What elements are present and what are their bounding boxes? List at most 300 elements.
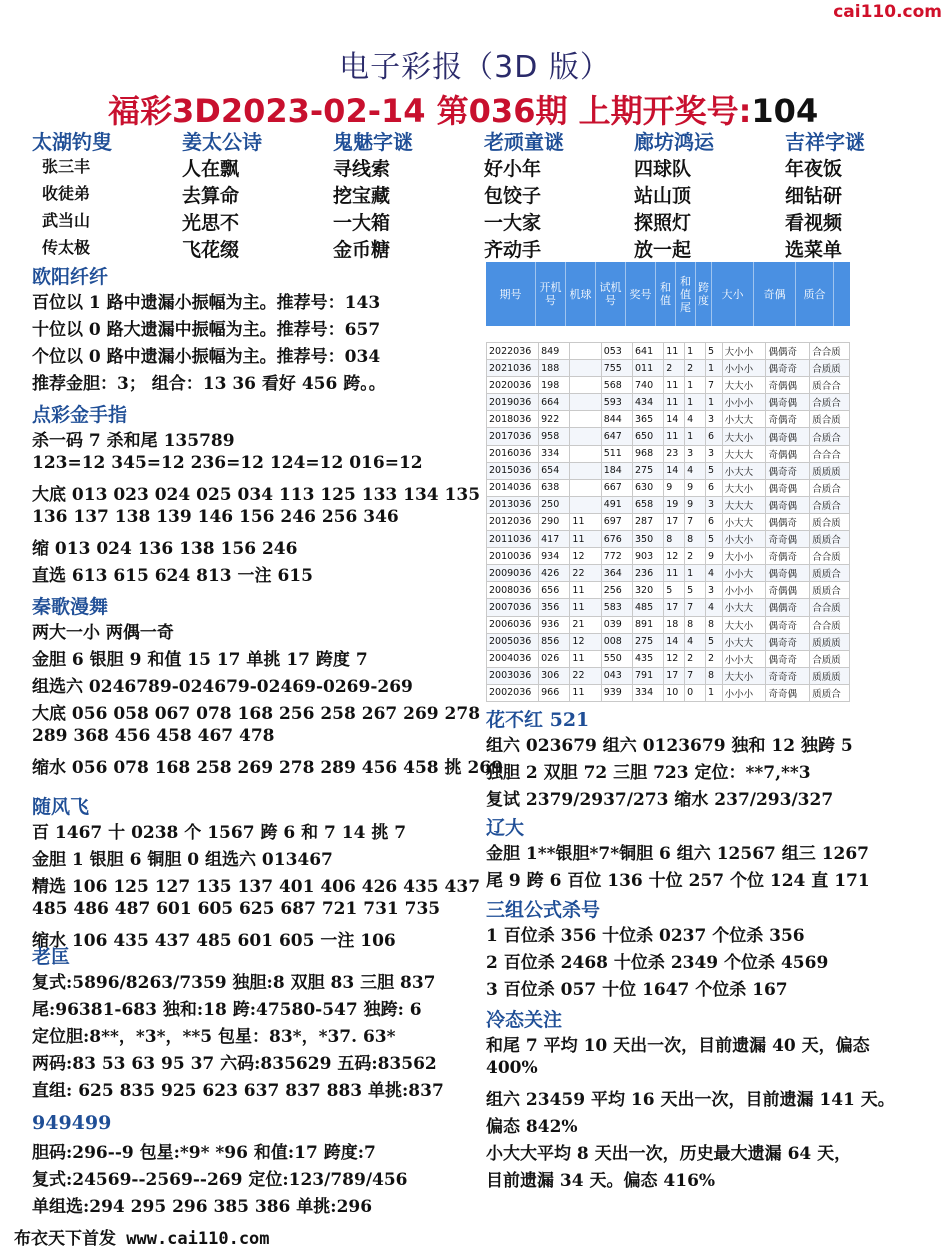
puzzle-title: 廊坊鸿运 (634, 130, 714, 154)
table-cell: 9 (685, 479, 706, 496)
section-line: 复式:24569--2569--269 定位:123/789/456 (32, 1170, 408, 1190)
table-cell: 3 (705, 496, 722, 513)
left-section (32, 262, 386, 396)
table-cell: 偶奇奇 (766, 462, 810, 479)
table-row (487, 513, 850, 530)
table-row (487, 394, 850, 411)
puzzle-title: 姜太公诗 (182, 130, 262, 154)
table-cell: 8 (664, 531, 685, 548)
section-line: 个位以 0 路中遗漏小振幅为主。推荐号：034 (32, 347, 381, 367)
table-cell: 198 (539, 377, 570, 394)
table-cell: 3 (705, 411, 722, 428)
table-cell: 287 (632, 513, 663, 530)
section-line: 直组: 625 835 925 623 637 837 883 单挑:837 (32, 1081, 444, 1101)
table-cell (570, 394, 601, 411)
table-cell: 334 (632, 684, 663, 701)
puzzle-clue: 挖宝藏 (333, 185, 391, 207)
table-cell: 小大大 (722, 411, 766, 428)
table-cell: 6 (705, 428, 722, 445)
table-cell: 大大小 (722, 667, 766, 684)
table-cell: 合质质 (810, 650, 850, 667)
table-cell: 350 (632, 531, 663, 548)
table-cell: 奇奇偶 (766, 531, 810, 548)
table-cell: 11 (664, 428, 685, 445)
table-cell: 1 (685, 394, 706, 411)
puzzle-clue: 传太极 (42, 238, 91, 257)
puzzle-clue: 寻线索 (333, 158, 391, 180)
table-cell (570, 411, 601, 428)
table-cell: 9 (664, 479, 685, 496)
section-line: 尾 9 跨 6 百位 136 十位 257 个位 124 直 171 (486, 871, 870, 891)
section-title: 辽大 (486, 817, 525, 839)
table-cell: 1 (685, 428, 706, 445)
table-cell: 大小小 (722, 548, 766, 565)
table-header-cell: 试机号 (596, 262, 626, 326)
table-cell: 365 (632, 411, 663, 428)
table-cell: 4 (705, 599, 722, 616)
table-cell: 偶偶奇 (766, 599, 810, 616)
table-cell: 合质合 (810, 479, 850, 496)
table-cell: 5 (685, 582, 706, 599)
right-section (486, 1005, 895, 1193)
table-row (487, 565, 850, 582)
table-cell: 306 (539, 667, 570, 684)
table-cell: 合质合 (810, 394, 850, 411)
section-line: 400% (486, 1058, 538, 1078)
table-row (487, 445, 850, 462)
table-cell (570, 428, 601, 445)
table-cell: 大小小 (722, 343, 766, 360)
table-cell: 大大小 (722, 616, 766, 633)
table-row (487, 633, 850, 650)
table-cell: 6 (705, 479, 722, 496)
table-cell: 8 (685, 616, 706, 633)
section-line: 289 368 456 458 467 478 (32, 726, 275, 746)
table-row (487, 496, 850, 513)
table-cell: 4 (705, 565, 722, 582)
table-cell: 968 (632, 445, 663, 462)
table-cell: 21 (570, 616, 601, 633)
section-title: 欧阳纤纤 (32, 266, 109, 288)
table-row (487, 411, 850, 428)
table-cell: 039 (601, 616, 632, 633)
table-header-cell: 开机号 (536, 262, 566, 326)
table-cell: 939 (601, 684, 632, 701)
table-cell: 667 (601, 479, 632, 496)
table-cell: 2009036 (487, 565, 539, 582)
table-row (487, 684, 850, 701)
table-cell: 大大小 (722, 428, 766, 445)
table-cell: 5 (664, 582, 685, 599)
puzzle-clue: 一大箱 (333, 212, 391, 234)
right-section (486, 895, 828, 1002)
table-cell: 2 (685, 360, 706, 377)
table-cell: 650 (632, 428, 663, 445)
table-cell: 511 (601, 445, 632, 462)
table-cell: 大大小 (722, 377, 766, 394)
table-cell: 12 (570, 633, 601, 650)
section-title: 花不红 521 (486, 709, 590, 731)
table-cell (570, 445, 601, 462)
table-cell: 6 (705, 513, 722, 530)
table-cell: 奇奇偶 (766, 684, 810, 701)
table-cell: 小大小 (722, 531, 766, 548)
table-cell: 2010036 (487, 548, 539, 565)
table-cell: 011 (632, 360, 663, 377)
issue-headline-text: 福彩3D2023-02-14 第036期 上期开奖号: (108, 92, 752, 130)
table-cell (570, 496, 601, 513)
table-cell: 14 (664, 462, 685, 479)
section-title: 随风飞 (32, 796, 90, 818)
table-cell: 11 (664, 377, 685, 394)
left-section (32, 792, 480, 953)
table-cell: 偶奇奇 (766, 650, 810, 667)
table-cell: 小大大 (722, 599, 766, 616)
section-line: 独胆 2 双胆 72 三胆 723 定位：**7,**3 (486, 763, 811, 783)
puzzle-clue: 探照灯 (634, 212, 692, 234)
table-cell: 8 (705, 616, 722, 633)
table-cell: 188 (539, 360, 570, 377)
table-row (487, 582, 850, 599)
section-line: 1 百位杀 356 十位杀 0237 个位杀 356 (486, 926, 805, 946)
table-cell: 2014036 (487, 479, 539, 496)
history-table (486, 342, 850, 702)
table-cell: 质合合 (810, 377, 850, 394)
table-cell: 18 (664, 616, 685, 633)
table-cell: 合合质 (810, 616, 850, 633)
table-cell: 922 (539, 411, 570, 428)
section-line: 组六 023679 组六 0123679 独和 12 独跨 5 (486, 736, 853, 756)
table-cell: 4 (685, 633, 706, 650)
table-cell: 184 (601, 462, 632, 479)
table-cell: 偶奇偶 (766, 565, 810, 582)
table-cell: 958 (539, 428, 570, 445)
table-cell: 3 (705, 445, 722, 462)
table-cell (570, 343, 601, 360)
table-cell: 11 (570, 684, 601, 701)
table-cell: 740 (632, 377, 663, 394)
table-header-cell: 和值尾 (676, 262, 696, 326)
section-line: 杀一码 7 杀和尾 135789 (32, 431, 235, 451)
table-header-cell: 奖号 (626, 262, 656, 326)
table-cell: 奇偶偶 (766, 582, 810, 599)
table-cell: 638 (539, 479, 570, 496)
table-cell: 026 (539, 650, 570, 667)
history-table-header (486, 262, 850, 326)
table-cell: 5 (705, 343, 722, 360)
table-cell: 356 (539, 599, 570, 616)
table-cell: 偶奇偶 (766, 496, 810, 513)
table-cell: 593 (601, 394, 632, 411)
table-cell: 2006036 (487, 616, 539, 633)
puzzle-column (333, 126, 483, 262)
table-row (487, 377, 850, 394)
table-row (487, 616, 850, 633)
table-cell: 7 (705, 377, 722, 394)
table-cell: 偶偶奇 (766, 343, 810, 360)
table-cell: 质质合 (810, 565, 850, 582)
table-cell: 7 (685, 599, 706, 616)
section-line: 金胆 6 银胆 9 和值 15 17 单挑 17 跨度 7 (32, 650, 368, 670)
table-row (487, 650, 850, 667)
table-cell: 合质质 (810, 360, 850, 377)
table-row (487, 531, 850, 548)
section-line: 485 486 487 601 605 625 687 721 731 735 (32, 899, 441, 919)
table-cell: 664 (539, 394, 570, 411)
page-title: 电子彩报（3D 版） (339, 50, 611, 85)
table-cell: 大大大 (722, 445, 766, 462)
section-title: 秦歌漫舞 (32, 596, 109, 618)
puzzle-clue: 选菜单 (785, 239, 843, 261)
section-line: 小大大平均 8 天出一次，历史最大遗漏 64 天， (486, 1144, 852, 1164)
table-cell (570, 377, 601, 394)
section-line: 3 百位杀 057 十位 1647 个位杀 167 (486, 980, 788, 1000)
table-cell: 417 (539, 531, 570, 548)
table-cell: 290 (539, 513, 570, 530)
table-cell: 12 (664, 650, 685, 667)
puzzle-clue: 一大家 (484, 212, 542, 234)
table-cell: 大大大 (722, 496, 766, 513)
table-cell: 质合质 (810, 411, 850, 428)
table-cell: 质质质 (810, 633, 850, 650)
table-cell: 2017036 (487, 428, 539, 445)
left-section (32, 1112, 408, 1219)
section-line: 缩水 106 435 437 485 601 605 一注 106 (32, 931, 396, 951)
table-cell: 236 (632, 565, 663, 582)
section-line: 和尾 7 平均 10 天出一次，目前遗漏 40 天，偏态 (486, 1036, 870, 1056)
section-line: 缩 013 024 136 138 156 246 (32, 539, 298, 559)
table-cell: 合质合 (810, 496, 850, 513)
table-cell: 275 (632, 462, 663, 479)
table-row (487, 548, 850, 565)
table-cell: 7 (685, 667, 706, 684)
table-cell: 11 (570, 650, 601, 667)
table-cell (570, 360, 601, 377)
table-cell: 966 (539, 684, 570, 701)
table-cell: 630 (632, 479, 663, 496)
section-line: 精选 106 125 127 135 137 401 406 426 435 437 (32, 877, 481, 897)
table-cell: 2003036 (487, 667, 539, 684)
right-section (486, 705, 853, 812)
puzzle-clue: 飞花缀 (182, 239, 240, 261)
table-cell: 364 (601, 565, 632, 582)
table-cell: 奇偶偶 (766, 377, 810, 394)
table-cell: 658 (632, 496, 663, 513)
table-cell: 11 (570, 531, 601, 548)
table-cell: 9 (685, 496, 706, 513)
table-cell: 偶奇奇 (766, 633, 810, 650)
table-cell: 550 (601, 650, 632, 667)
section-line: 金胆 1 银胆 6 铜胆 0 组选六 013467 (32, 850, 333, 870)
table-cell: 偶奇偶 (766, 394, 810, 411)
section-line: 复式:5896/8263/7359 独胆:8 双胆 83 三胆 837 (32, 973, 436, 993)
table-cell: 1 (705, 684, 722, 701)
table-cell: 小大大 (722, 633, 766, 650)
table-cell: 22 (570, 667, 601, 684)
table-cell: 7 (685, 513, 706, 530)
table-cell: 质质质 (810, 667, 850, 684)
section-line: 直选 613 615 624 813 一注 615 (32, 566, 313, 586)
table-cell: 奇奇奇 (766, 667, 810, 684)
table-cell: 小大大 (722, 513, 766, 530)
table-cell: 8 (685, 531, 706, 548)
table-cell: 小大大 (722, 462, 766, 479)
section-line: 胆码:296--9 包星:*9* *96 和值:17 跨度:7 (32, 1143, 376, 1163)
table-cell: 2 (685, 650, 706, 667)
table-cell: 275 (632, 633, 663, 650)
table-cell: 856 (539, 633, 570, 650)
table-cell: 426 (539, 565, 570, 582)
puzzle-column (32, 126, 182, 262)
table-cell: 2 (685, 548, 706, 565)
table-cell: 质合质 (810, 513, 850, 530)
table-cell: 2005036 (487, 633, 539, 650)
table-cell: 2008036 (487, 582, 539, 599)
table-cell: 491 (601, 496, 632, 513)
table-cell: 654 (539, 462, 570, 479)
table-cell: 14 (664, 633, 685, 650)
table-cell: 568 (601, 377, 632, 394)
puzzle-clue: 光思不 (182, 212, 240, 234)
table-cell: 435 (632, 650, 663, 667)
table-cell: 9 (705, 548, 722, 565)
section-title: 三组公式杀号 (486, 899, 601, 921)
table-cell: 2015036 (487, 462, 539, 479)
puzzle-clue: 年夜饭 (785, 158, 843, 180)
table-header-cell: 奇偶 (754, 262, 796, 326)
puzzle-column (182, 126, 332, 262)
puzzle-clue: 四球队 (634, 158, 692, 180)
table-cell: 844 (601, 411, 632, 428)
table-cell: 17 (664, 599, 685, 616)
table-cell: 755 (601, 360, 632, 377)
table-cell: 14 (664, 411, 685, 428)
table-cell: 大大小 (722, 479, 766, 496)
table-cell: 934 (539, 548, 570, 565)
puzzle-clue: 放一起 (634, 239, 692, 261)
table-cell: 8 (705, 667, 722, 684)
table-cell: 5 (705, 633, 722, 650)
table-cell: 11 (570, 513, 601, 530)
table-cell: 小小大 (722, 650, 766, 667)
table-row (487, 343, 850, 360)
table-cell: 23 (664, 445, 685, 462)
puzzle-clue: 金币糖 (333, 239, 391, 261)
table-row (487, 667, 850, 684)
table-cell: 3 (685, 445, 706, 462)
table-header-cell: 期号 (486, 262, 536, 326)
puzzle-column (634, 126, 784, 262)
table-cell: 偶奇偶 (766, 479, 810, 496)
section-line: 组选六 0246789-024679-02469-0269-269 (32, 677, 413, 697)
table-cell: 17 (664, 513, 685, 530)
table-header-cell: 质合 (796, 262, 834, 326)
left-section (32, 942, 444, 1103)
table-cell: 奇偶奇 (766, 411, 810, 428)
puzzle-clue: 张三丰 (42, 157, 91, 176)
section-line: 定位胆:8**，*3*，**5 包星：83*，*37. 63* (32, 1027, 396, 1047)
table-cell: 791 (632, 667, 663, 684)
section-line: 组六 23459 平均 16 天出一次，目前遗漏 141 天。 (486, 1090, 895, 1110)
table-cell: 2012036 (487, 513, 539, 530)
puzzle-title: 老顽童谜 (484, 130, 564, 154)
table-cell: 10 (664, 684, 685, 701)
table-cell: 903 (632, 548, 663, 565)
puzzle-clue: 人在飘 (182, 158, 240, 180)
table-cell: 11 (664, 343, 685, 360)
table-cell: 2 (664, 360, 685, 377)
section-line: 123=12 345=12 236=12 124=12 016=12 (32, 453, 423, 473)
table-cell: 0 (685, 684, 706, 701)
table-cell: 合合合 (810, 445, 850, 462)
section-line: 136 137 138 139 146 156 246 256 346 (32, 507, 399, 527)
table-header-cell: 机球 (566, 262, 596, 326)
puzzle-clue: 齐动手 (484, 239, 542, 261)
table-cell: 5 (705, 462, 722, 479)
table-cell: 11 (570, 599, 601, 616)
puzzle-title: 鬼魅字谜 (333, 130, 413, 154)
site-watermark: cai110.com (833, 2, 942, 22)
table-cell: 偶奇奇 (766, 360, 810, 377)
table-cell: 2013036 (487, 496, 539, 513)
table-cell: 偶偶奇 (766, 513, 810, 530)
section-line: 十位以 0 路大遗漏中振幅为主。推荐号：657 (32, 320, 381, 340)
section-title: 老匡 (32, 946, 71, 968)
table-cell: 2007036 (487, 599, 539, 616)
section-line: 金胆 1**银胆*7*铜胆 6 组六 12567 组三 1267 (486, 844, 870, 864)
table-cell: 485 (632, 599, 663, 616)
table-cell: 4 (685, 411, 706, 428)
table-row (487, 479, 850, 496)
table-row (487, 360, 850, 377)
left-section (32, 592, 503, 780)
section-line: 大底 056 058 067 078 168 256 258 267 269 278 (32, 704, 481, 724)
puzzle-column (484, 126, 634, 262)
table-cell: 2019036 (487, 394, 539, 411)
table-cell: 12 (664, 548, 685, 565)
table-cell: 772 (601, 548, 632, 565)
section-line: 百 1467 十 0238 个 1567 跨 6 和 7 14 挑 7 (32, 823, 407, 843)
footer-note: 布衣天下首发 www.cai110.com (14, 1229, 270, 1247)
table-cell: 697 (601, 513, 632, 530)
table-cell: 19 (664, 496, 685, 513)
table-cell: 2021036 (487, 360, 539, 377)
table-header-cell: 和值 (656, 262, 676, 326)
table-cell: 656 (539, 582, 570, 599)
puzzle-clue: 好小年 (484, 158, 542, 180)
table-cell: 小小大 (722, 565, 766, 582)
table-cell: 583 (601, 599, 632, 616)
puzzle-column (785, 126, 935, 262)
table-cell: 1 (685, 343, 706, 360)
table-cell: 偶奇偶 (766, 428, 810, 445)
table-cell: 12 (570, 548, 601, 565)
puzzle-clue: 看视频 (785, 212, 843, 234)
table-cell: 质质质 (810, 462, 850, 479)
table-cell: 4 (685, 462, 706, 479)
table-cell: 合合质 (810, 343, 850, 360)
table-cell: 2018036 (487, 411, 539, 428)
table-cell: 小小小 (722, 360, 766, 377)
puzzle-clue: 站山顶 (634, 185, 692, 207)
table-cell: 1 (705, 360, 722, 377)
table-cell: 849 (539, 343, 570, 360)
table-cell (570, 462, 601, 479)
right-section (486, 813, 870, 893)
table-cell: 17 (664, 667, 685, 684)
left-section (32, 400, 480, 588)
table-row (487, 599, 850, 616)
